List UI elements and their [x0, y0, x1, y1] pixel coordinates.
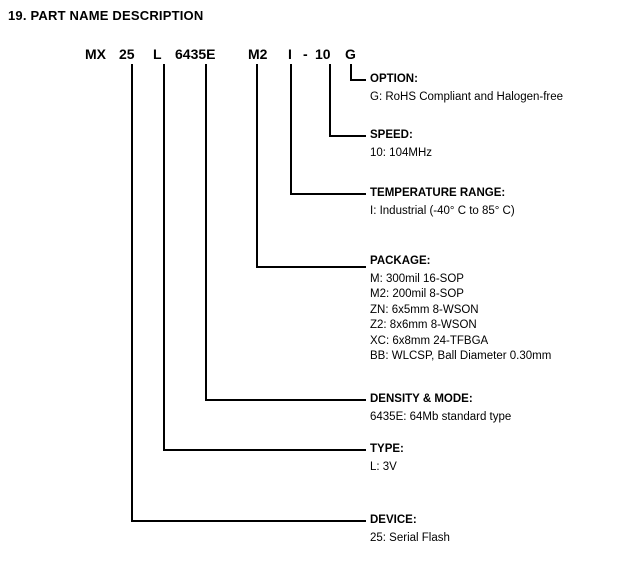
- part-segment-dash: -: [303, 46, 308, 62]
- field-package-line-1: M: 300mil 16-SOP: [370, 272, 464, 285]
- field-speed-line-1: 10: 104MHz: [370, 146, 433, 159]
- leader-line-package-horizontal: [256, 266, 366, 268]
- field-temperature-range-line-1: I: Industrial (-40° C to 85° C): [370, 204, 515, 217]
- field-speed-heading: SPEED:: [370, 129, 413, 141]
- field-density-and-mode-line-1: 6435E: 64Mb standard type: [370, 410, 512, 423]
- leader-line-type-vertical: [163, 64, 165, 450]
- leader-line-type-horizontal: [163, 449, 366, 451]
- part-segment-m2: M2: [248, 46, 268, 62]
- leader-line-temperature-vertical: [290, 64, 292, 194]
- leader-line-density-horizontal: [205, 399, 366, 401]
- field-option-heading: OPTION:: [370, 73, 418, 85]
- field-package-line-6: BB: WLCSP, Ball Diameter 0.30mm: [370, 350, 552, 362]
- field-package-line-3: ZN: 6x5mm 8-WSON: [370, 303, 479, 316]
- field-density-and-mode: [370, 392, 511, 425]
- leader-line-device-horizontal: [131, 520, 366, 522]
- field-option: [370, 72, 563, 105]
- field-device-heading: DEVICE:: [370, 514, 417, 526]
- leader-line-package-vertical: [256, 64, 258, 267]
- leader-line-speed-vertical: [329, 64, 331, 136]
- part-segment-6435e: 6435E: [175, 46, 216, 62]
- part-segment-g: G: [345, 46, 356, 62]
- leader-line-speed-horizontal: [329, 135, 366, 137]
- field-package: [370, 254, 551, 365]
- field-type: [370, 442, 404, 475]
- leader-line-option-horizontal: [350, 79, 366, 81]
- field-temperature-range: [370, 186, 515, 219]
- part-segment-i: I: [288, 46, 292, 62]
- part-segment-mx: MX: [85, 46, 106, 62]
- field-type-heading: TYPE:: [370, 443, 404, 455]
- leader-line-temperature-horizontal: [290, 193, 366, 195]
- leader-line-option-vertical: [350, 64, 352, 80]
- field-package-heading: PACKAGE:: [370, 255, 431, 267]
- page-title: 19. PART NAME DESCRIPTION: [8, 8, 204, 23]
- field-package-line-5: XC: 6x8mm 24-TFBGA: [370, 334, 489, 347]
- field-option-line-1: G: RoHS Compliant and Halogen-free: [370, 90, 564, 103]
- field-speed: [370, 128, 432, 161]
- leader-line-device-vertical: [131, 64, 133, 521]
- field-device: [370, 513, 450, 546]
- part-segment-25: 25: [119, 46, 135, 62]
- field-device-line-1: 25: Serial Flash: [370, 531, 450, 544]
- field-package-line-2: M2: 200mil 8-SOP: [370, 288, 464, 300]
- leader-line-density-vertical: [205, 64, 207, 400]
- field-package-line-4: Z2: 8x6mm 8-WSON: [370, 319, 477, 331]
- part-segment-l: L: [153, 46, 162, 62]
- part-segment-10: 10: [315, 46, 331, 62]
- field-density-and-mode-heading: DENSITY & MODE:: [370, 393, 473, 405]
- field-temperature-range-heading: TEMPERATURE RANGE:: [370, 187, 506, 199]
- field-type-line-1: L: 3V: [370, 460, 397, 473]
- part-number-string: [0, 46, 632, 66]
